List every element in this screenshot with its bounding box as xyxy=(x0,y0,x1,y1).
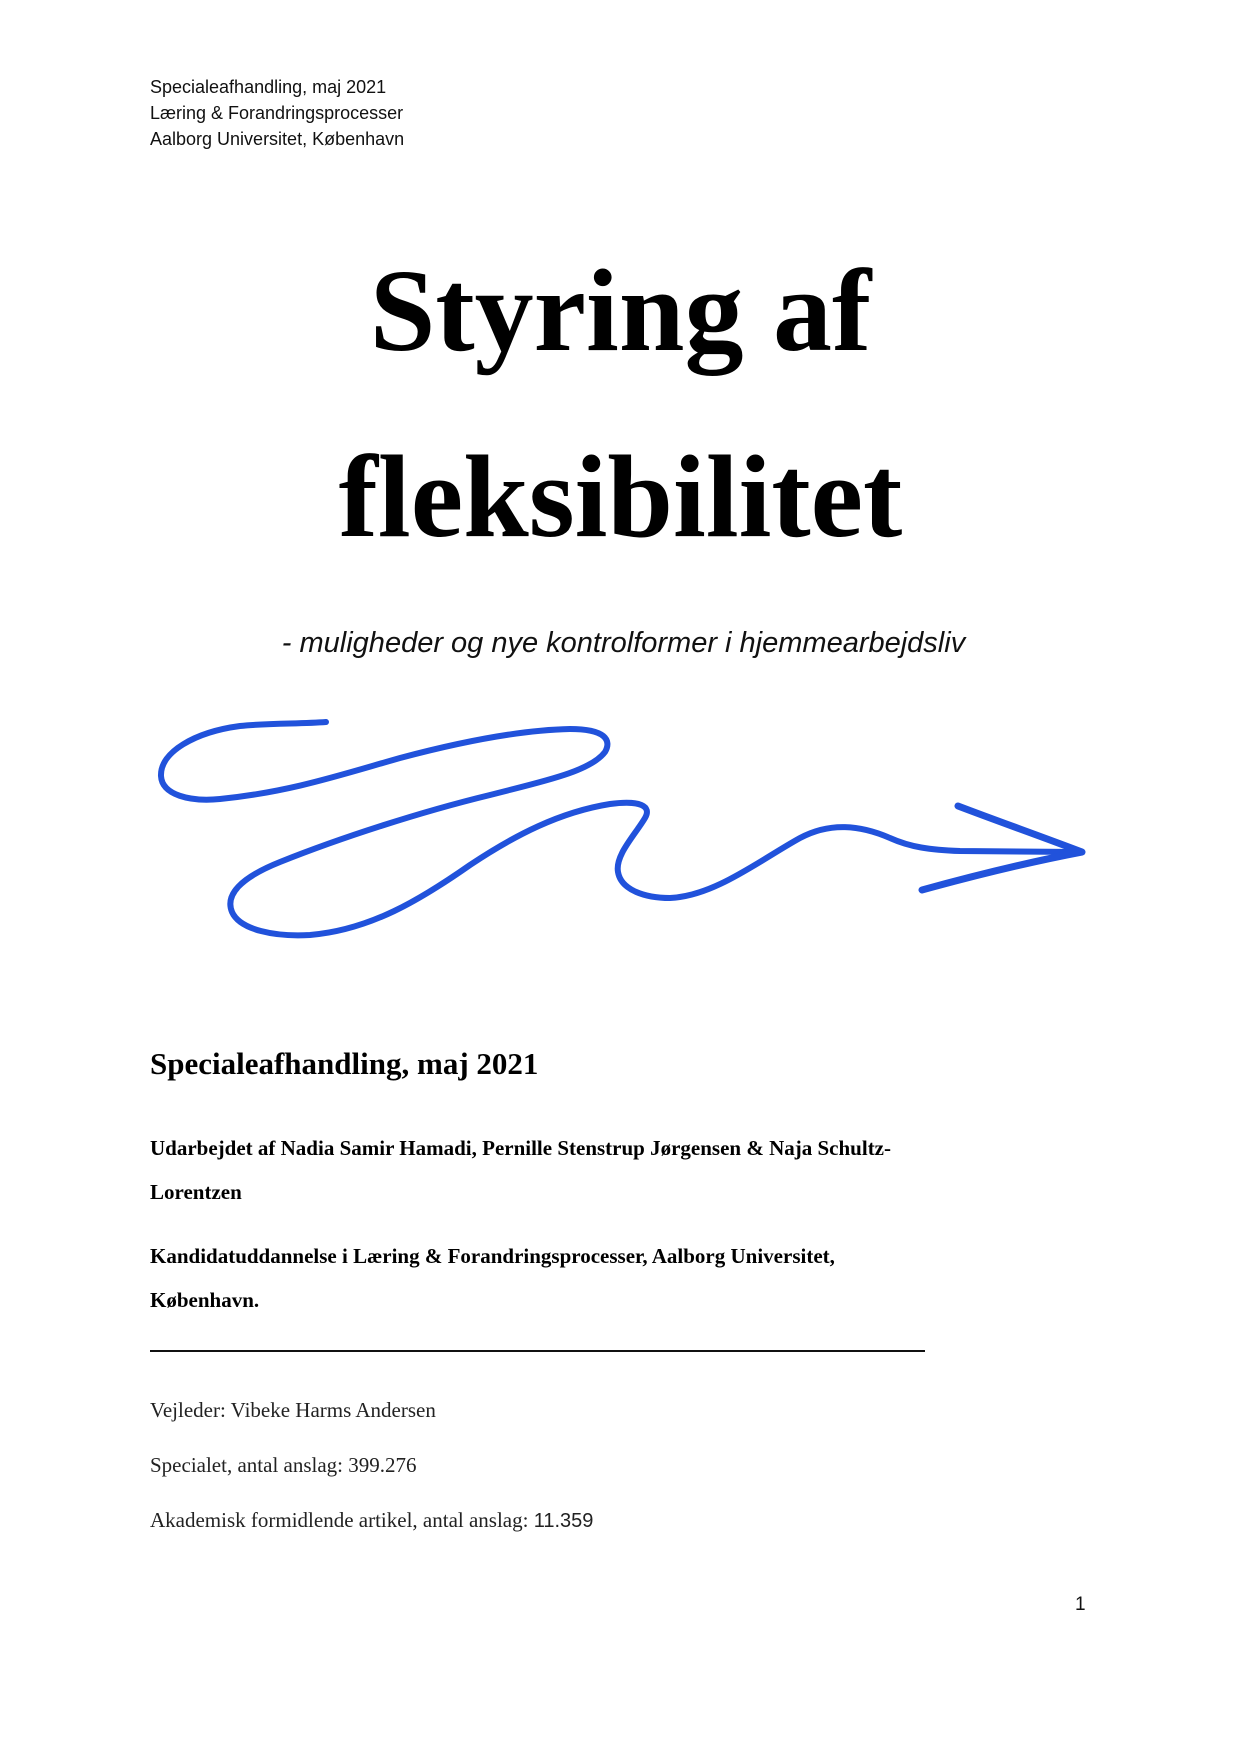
header-line-program: Læring & Forandringsprocesser xyxy=(150,103,404,123)
article-character-count xyxy=(150,1508,593,1533)
supervisor-line: Vejleder: Vibeke Harms Andersen xyxy=(150,1398,436,1422)
page-title-line-2: fleksibilitet xyxy=(338,431,903,562)
header-line-university: Aalborg Universitet, København xyxy=(150,129,405,149)
page-subtitle: - muligheder og nye kontrolformer i hjemmearbejdsliv xyxy=(281,627,966,659)
authors-line-2: Lorentzen xyxy=(150,1180,242,1204)
education-line-2: København. xyxy=(150,1288,260,1312)
education-line-1: Kandidatuddannelse i Læring & Forandringsprocesser, Aalborg Universitet, xyxy=(150,1244,835,1268)
article-count-label: Akademisk formidlende artikel, antal anslag: xyxy=(150,1508,534,1532)
document-header xyxy=(150,74,404,152)
authors-line-1: Udarbejdet af Nadia Samir Hamadi, Pernille Stenstrup Jørgensen & Naja Schultz- xyxy=(150,1136,891,1160)
horizontal-divider xyxy=(150,1350,925,1352)
article-count-value: 11.359 xyxy=(533,1510,594,1532)
thesis-character-count: Specialet, antal anslag: 399.276 xyxy=(150,1453,417,1477)
header-line-title: Specialeafhandling, maj 2021 xyxy=(150,77,387,97)
page-title-line-1: Styring af xyxy=(369,245,872,376)
page-number: 1 xyxy=(1075,1594,1086,1615)
thesis-heading: Specialeafhandling, maj 2021 xyxy=(150,1046,539,1081)
